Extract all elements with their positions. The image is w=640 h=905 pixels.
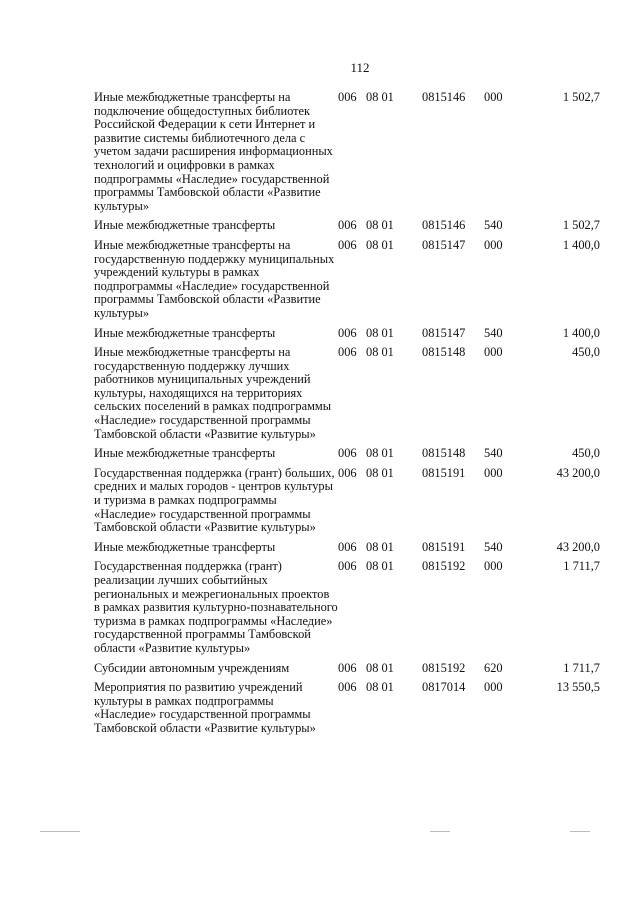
row-expense-type-code: 540 bbox=[484, 446, 503, 461]
row-name: Государственная поддержка (грант) реализации лучших событийных региональных и межрегиональных проектов в рамках развития культурно-познавательного туризма в рамках подпрограммы «Наследие» государственной программы Тамбовской области «Развитие культуры» bbox=[94, 559, 338, 655]
row-name: Иные межбюджетные трансферты bbox=[94, 218, 276, 233]
row-sum: 1 400,0 bbox=[562, 325, 600, 340]
row-target-item-code: 0815147 bbox=[422, 237, 466, 252]
row-section-code: 08 01 bbox=[366, 559, 394, 574]
row-sum: 1 502,7 bbox=[562, 90, 600, 104]
row-sum: 13 550,5 bbox=[556, 680, 600, 695]
row-section-code: 08 01 bbox=[366, 218, 394, 233]
row-section-code: 08 01 bbox=[366, 660, 394, 675]
row-sum: 1 711,7 bbox=[563, 559, 600, 574]
table-row bbox=[94, 239, 600, 327]
row-target-item-code: 0815192 bbox=[422, 660, 466, 675]
row-section-code: 08 01 bbox=[366, 539, 394, 554]
row-expense-type-code: 000 bbox=[484, 237, 503, 252]
row-section-code: 08 01 bbox=[366, 345, 394, 360]
table-row bbox=[94, 447, 600, 467]
row-name: Иные межбюджетные трансферты на государственную поддержку лучших работников муниципальных учреждений культуры, находящихся на территориях сельских поселений в рамках подпрограммы «Наследие» государственной программы Тамбовской области «Развитие культуры» bbox=[94, 345, 332, 441]
row-name: Иные межбюджетные трансферты на подключение общедоступных библиотек Российской Федерации к сети Интернет и развитие системы библиотечного дела с учетом задачи расширения информационных технологий и оцифровки в рамках подпрограммы «Наследие» государственной программы Тамбовской области «Развитие культуры» bbox=[94, 90, 333, 213]
row-ved-code: 006 bbox=[338, 237, 357, 252]
row-sum: 1 711,7 bbox=[563, 660, 600, 675]
row-name: Иные межбюджетные трансферты на государственную поддержку муниципальных учреждений культуры в рамках подпрограммы «Наследие» государственной программы Тамбовской области «Развитие культуры» bbox=[94, 237, 335, 320]
row-section-code: 08 01 bbox=[366, 680, 394, 695]
row-ved-code: 006 bbox=[338, 90, 357, 104]
table-row bbox=[94, 662, 600, 682]
row-ved-code: 006 bbox=[338, 539, 357, 554]
row-sum: 1 400,0 bbox=[562, 237, 600, 252]
row-section-code: 08 01 bbox=[366, 465, 394, 480]
row-sum: 450,0 bbox=[572, 345, 600, 360]
row-sum: 1 502,7 bbox=[562, 218, 600, 233]
row-target-item-code: 0817014 bbox=[422, 680, 466, 695]
row-target-item-code: 0815148 bbox=[422, 345, 466, 360]
table-row bbox=[94, 681, 600, 741]
row-target-item-code: 0815146 bbox=[422, 218, 466, 233]
row-ved-code: 006 bbox=[338, 218, 357, 233]
row-expense-type-code: 620 bbox=[484, 660, 503, 675]
row-section-code: 08 01 bbox=[366, 325, 394, 340]
row-expense-type-code: 000 bbox=[484, 345, 503, 360]
row-ved-code: 006 bbox=[338, 345, 357, 360]
row-name: Мероприятия по развитию учреждений культуры в рамках подпрограммы «Наследие» государственной программы Тамбовской области «Развитие культуры» bbox=[94, 680, 316, 735]
row-expense-type-code: 000 bbox=[484, 465, 503, 480]
table-row bbox=[94, 91, 600, 219]
row-sum: 43 200,0 bbox=[556, 539, 600, 554]
row-name: Иные межбюджетные трансферты bbox=[94, 325, 276, 340]
row-target-item-code: 0815191 bbox=[422, 465, 466, 480]
row-target-item-code: 0815192 bbox=[422, 559, 466, 574]
row-ved-code: 006 bbox=[338, 325, 357, 340]
budget-table bbox=[94, 91, 600, 742]
row-expense-type-code: 000 bbox=[484, 680, 503, 695]
table-row bbox=[94, 219, 600, 239]
row-name: Субсидии автономным учреждениям bbox=[94, 660, 290, 675]
row-sum: 43 200,0 bbox=[556, 465, 600, 480]
row-ved-code: 006 bbox=[338, 660, 357, 675]
row-section-code: 08 01 bbox=[366, 90, 394, 104]
table-row bbox=[94, 327, 600, 347]
row-sum: 450,0 bbox=[572, 446, 600, 461]
row-name: Иные межбюджетные трансферты bbox=[94, 539, 276, 554]
scan-artifact-line bbox=[430, 831, 450, 832]
row-expense-type-code: 540 bbox=[484, 218, 503, 233]
row-name: Государственная поддержка (грант) больших, средних и малых городов - центров культуры и туризма в рамках подпрограммы «Наследие» государственной программы Тамбовской области «Развитие культуры» bbox=[94, 465, 335, 535]
row-expense-type-code: 540 bbox=[484, 539, 503, 554]
row-expense-type-code: 000 bbox=[484, 559, 503, 574]
row-ved-code: 006 bbox=[338, 680, 357, 695]
row-target-item-code: 0815146 bbox=[422, 90, 466, 104]
table-row bbox=[94, 560, 600, 661]
row-section-code: 08 01 bbox=[366, 446, 394, 461]
table-row bbox=[94, 346, 600, 447]
row-name: Иные межбюджетные трансферты bbox=[94, 446, 276, 461]
row-target-item-code: 0815191 bbox=[422, 539, 466, 554]
row-expense-type-code: 540 bbox=[484, 325, 503, 340]
row-section-code: 08 01 bbox=[366, 237, 394, 252]
row-ved-code: 006 bbox=[338, 559, 357, 574]
table-row bbox=[94, 541, 600, 561]
row-expense-type-code: 000 bbox=[484, 90, 503, 104]
row-ved-code: 006 bbox=[338, 446, 357, 461]
row-ved-code: 006 bbox=[338, 465, 357, 480]
page-number: 112 bbox=[350, 60, 370, 75]
scan-artifact-line bbox=[40, 831, 80, 832]
scan-artifact-line bbox=[570, 831, 590, 832]
budget-table-body bbox=[94, 91, 600, 742]
row-target-item-code: 0815147 bbox=[422, 325, 466, 340]
row-target-item-code: 0815148 bbox=[422, 446, 466, 461]
table-row bbox=[94, 467, 600, 541]
